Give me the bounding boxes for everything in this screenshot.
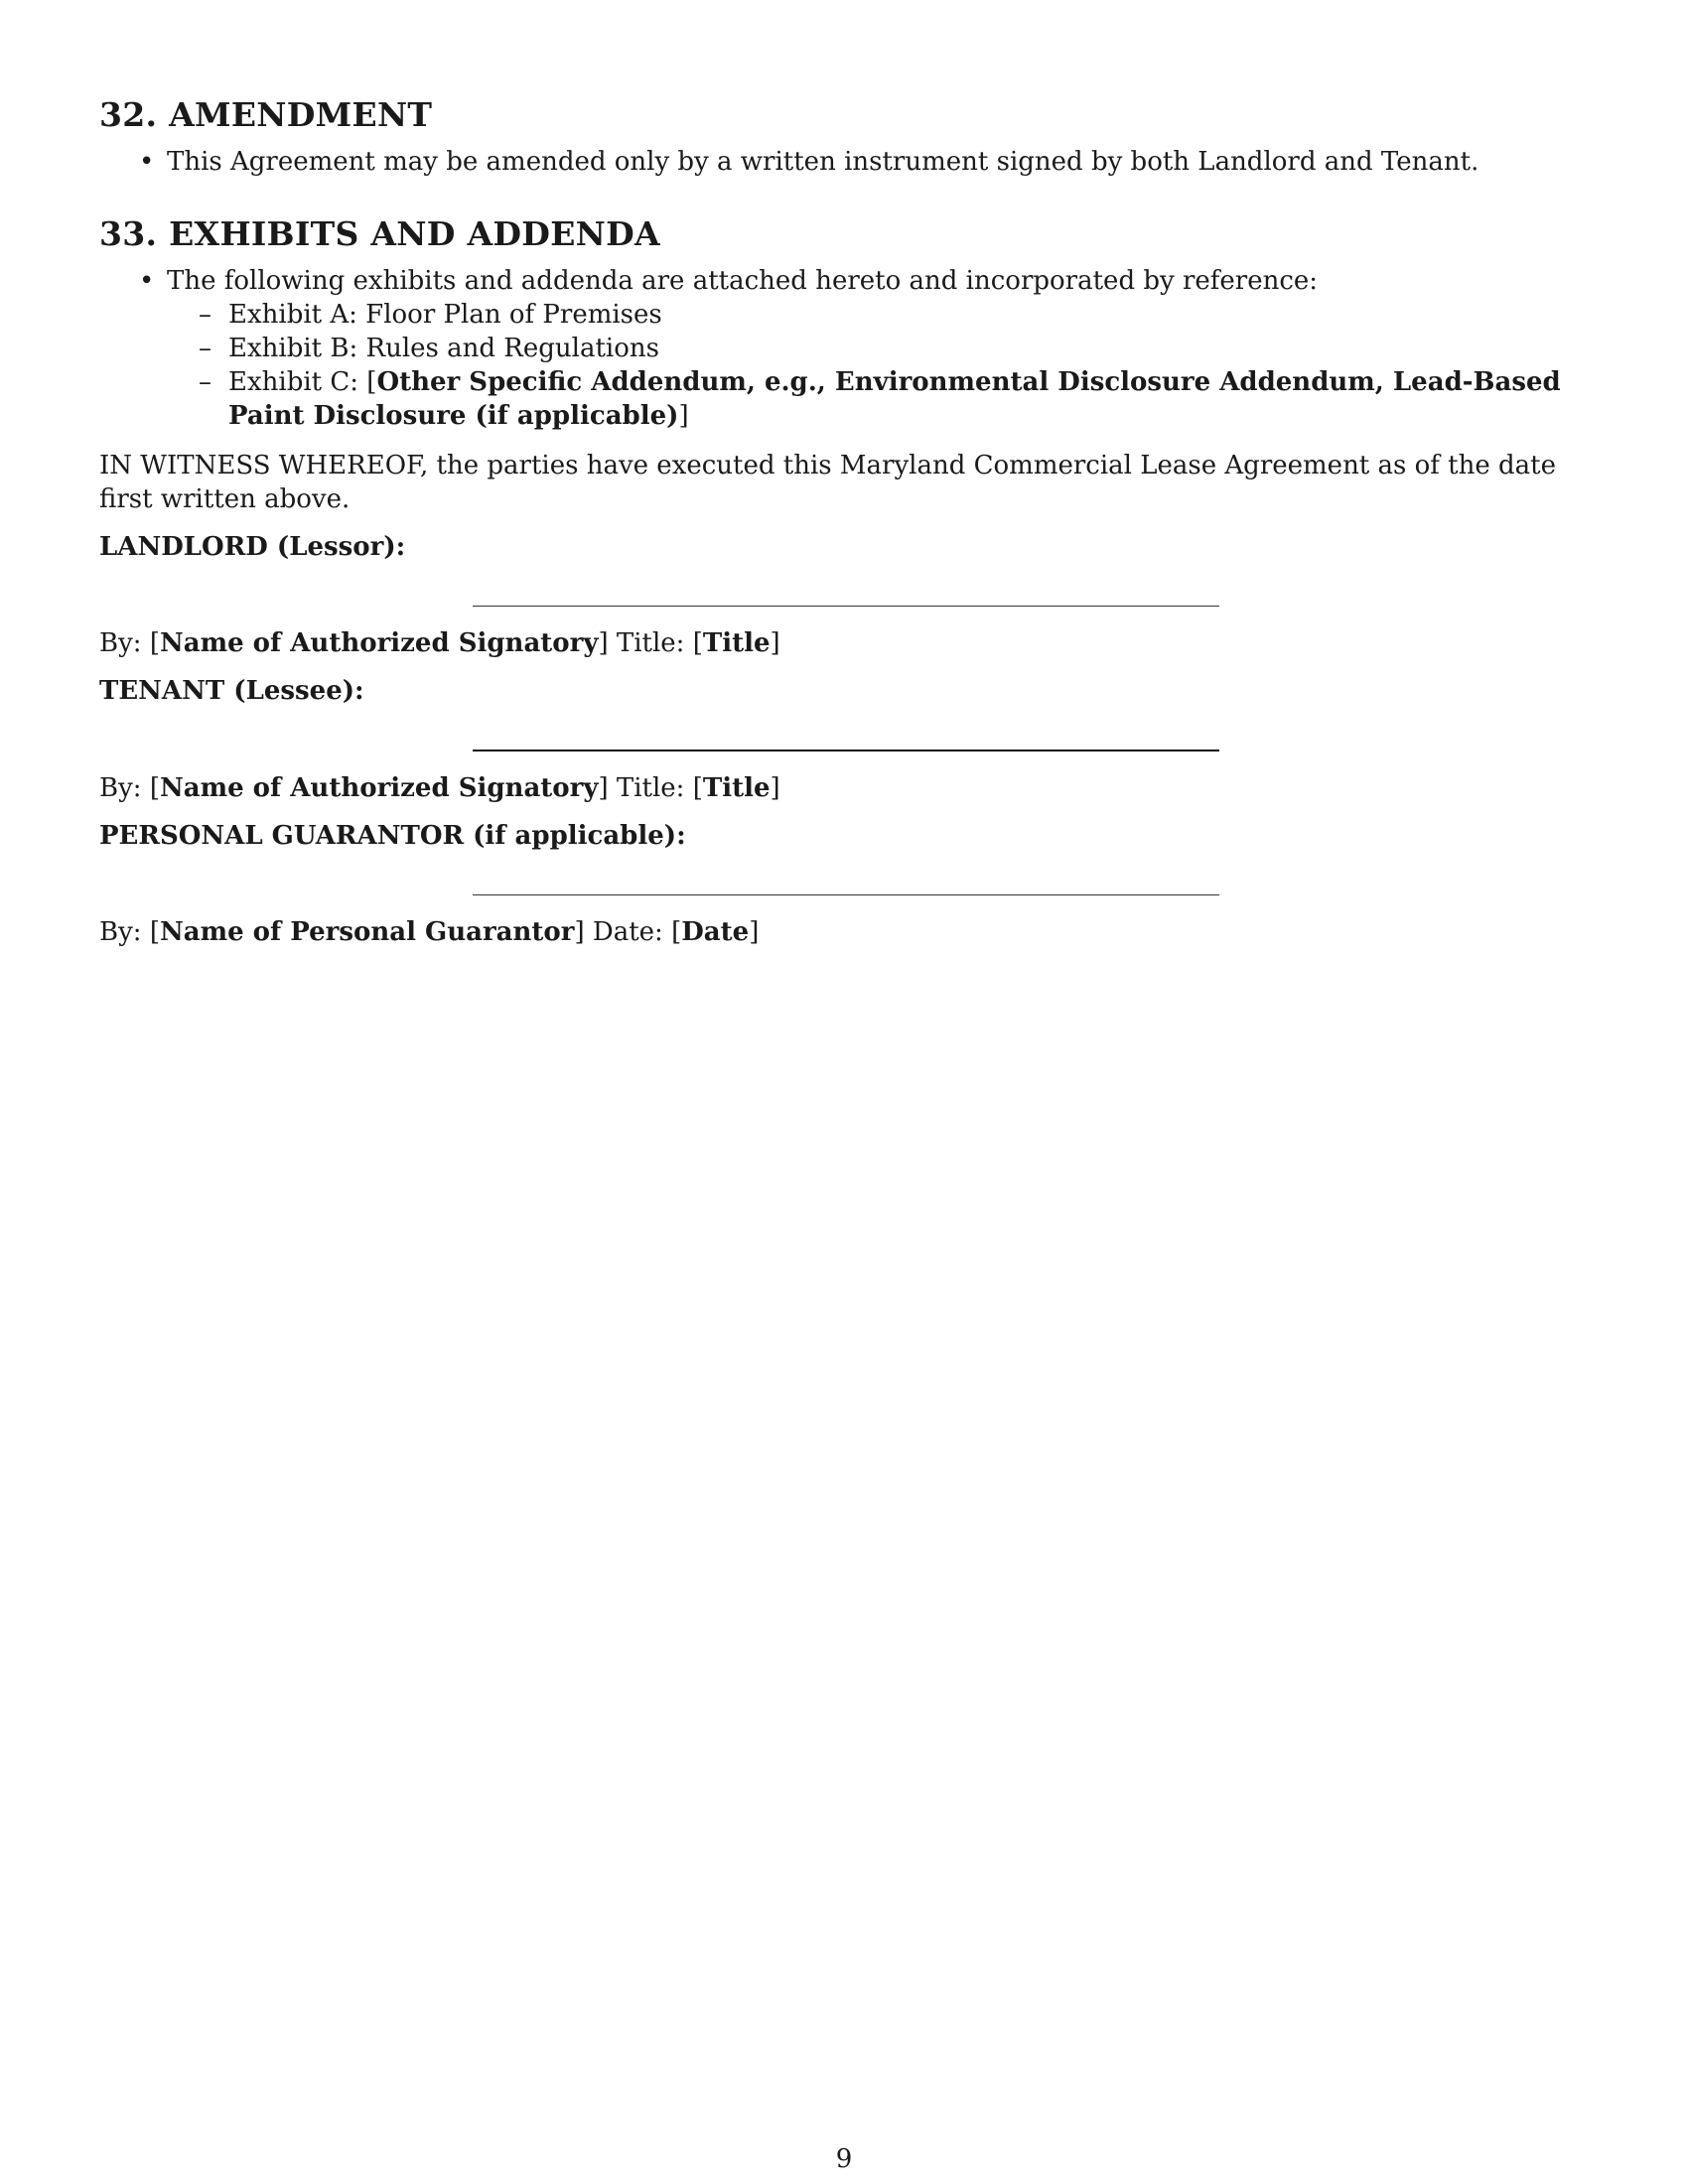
guarantor-bracket-end: ] (749, 917, 760, 947)
exhibit-c-prefix: Exhibit C: [ (228, 367, 377, 397)
amendment-bullet-list (99, 145, 1589, 179)
exhibits-bullet (99, 264, 1589, 433)
page-number: 9 (835, 2144, 853, 2174)
section-amendment (99, 95, 1589, 179)
tenant-label: TENANT (Lessee): (99, 676, 364, 706)
exhibit-item-a: – Exhibit A: Floor Plan of Premises (167, 298, 1589, 332)
landlord-name-placeholder: Name of Authorized Signatory (159, 628, 599, 658)
tenant-by-prefix: By: [ (99, 773, 160, 803)
tenant-title-placeholder: Title (702, 773, 771, 803)
exhibits-bullet-list (99, 264, 1589, 433)
section-heading-amendment: 32. AMENDMENT (99, 95, 433, 134)
landlord-title-placeholder: Title (702, 628, 771, 658)
guarantor-date-label: ] Date: [ (574, 917, 682, 947)
landlord-label: LANDLORD (Lessor): (99, 532, 406, 562)
amendment-bullet: • This Agreement may be amended only by a written instrument signed by both Landlord and Tenant. (99, 145, 1589, 179)
guarantor-by-prefix: By: [ (99, 917, 160, 947)
exhibit-item-b: – Exhibit B: Rules and Regulations (167, 332, 1589, 365)
exhibit-c-placeholder: Other Specific Addendum, e.g., Environmental Disclosure Addendum, Lead-Based Paint Disclosure (if applicable) (228, 367, 1561, 431)
guarantor-signature-line[interactable] (473, 894, 1219, 895)
landlord-by-prefix: By: [ (99, 628, 160, 658)
landlord-by-line (99, 626, 1589, 660)
landlord-bracket-end: ] (770, 628, 780, 658)
tenant-name-placeholder: Name of Authorized Signatory (159, 773, 599, 803)
witness-clause: IN WITNESS WHEREOF, the parties have executed this Maryland Commercial Lease Agreement as of the date first written above. (99, 451, 1556, 514)
landlord-title-label: ] Title: [ (598, 628, 703, 658)
tenant-signature-line[interactable] (473, 750, 1219, 751)
exhibit-list (167, 298, 1589, 433)
exhibits-intro: The following exhibits and addenda are attached hereto and incorporated by reference: (167, 266, 1319, 296)
tenant-bracket-end: ] (770, 773, 780, 803)
section-heading-exhibits: 33. EXHIBITS AND ADDENDA (99, 214, 660, 253)
guarantor-date-placeholder: Date (681, 917, 750, 947)
section-exhibits (99, 214, 1589, 433)
guarantor-name-placeholder: Name of Personal Guarantor (159, 917, 575, 947)
landlord-signature-line[interactable] (473, 606, 1219, 607)
exhibit-item-c (167, 365, 1589, 433)
tenant-by-line (99, 771, 1589, 805)
guarantor-label: PERSONAL GUARANTOR (if applicable): (99, 821, 686, 851)
exhibit-c-suffix: ] (678, 401, 689, 431)
tenant-title-label: ] Title: [ (598, 773, 703, 803)
guarantor-by-line (99, 915, 1589, 949)
document-page (99, 95, 1589, 949)
